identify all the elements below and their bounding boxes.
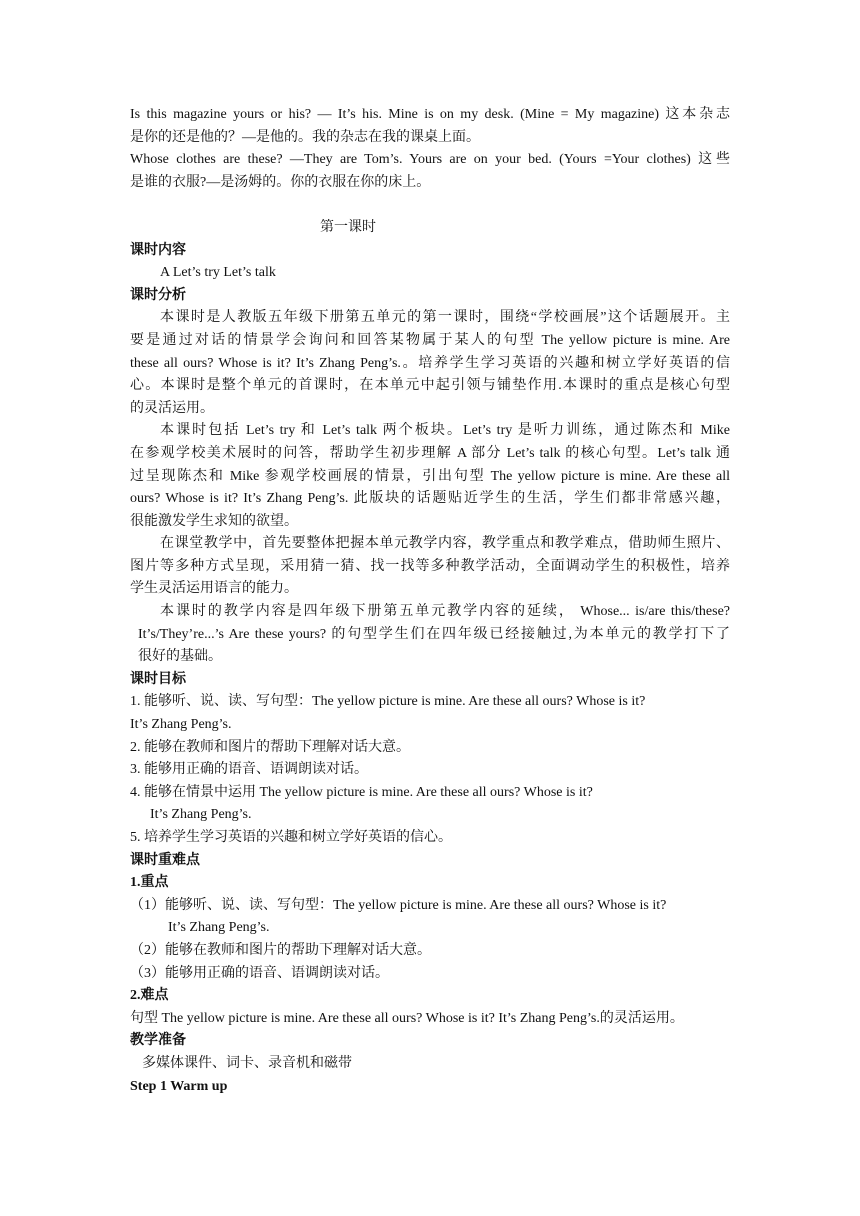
intro-line-1: Is this magazine yours or his? — It’s his. Mine is on my desk. (Mine = My magazine) 这本杂志 (130, 107, 730, 122)
analysis-line: 在参观学校美术展时的问答，帮助学生初步理解 A 部分 Let’s talk 的核心句型。Let’s talk 通 (130, 445, 730, 461)
keypoints-heading: 课时重难点 (130, 852, 200, 868)
analysis-line: these all ours? Whose is it? It’s Zhang Peng’s.。培养学生学习英语的兴趣和树立学好英语的信 (130, 355, 730, 371)
goals-heading: 课时目标 (130, 671, 186, 687)
analysis-line: ours? Whose is it? It’s Zhang Peng’s. 此版块的话题贴近学生的生活，学生们都非常感兴趣， (130, 491, 730, 507)
goal-item: It’s Zhang Peng’s. (130, 717, 232, 733)
difficult-heading: 2.难点 (130, 988, 169, 1004)
goal-item: 1. 能够听、说、读、写句型：The yellow picture is mine. Are these all ours? Whose is it? (130, 694, 646, 710)
goal-item: It’s Zhang Peng’s. (150, 807, 252, 823)
prep-line: 多媒体课件、词卡、录音机和磁带 (142, 1055, 352, 1071)
analysis-line: 要是通过对话的情景学会询问和回答某物属于某人的句型 The yellow picture is mine. Are (130, 332, 730, 348)
analysis-line: 过呈现陈杰和 Mike 参观学校画展的情景，引出句型 The yellow picture is mine. Are these all (130, 468, 730, 484)
goal-item: 4. 能够在情景中运用 The yellow picture is mine. Are these all ours? Whose is it? (130, 784, 593, 800)
goal-item: 5. 培养学生学习英语的兴趣和树立学好英语的信心。 (130, 830, 452, 845)
key-item: （2）能够在教师和图片的帮助下理解对话大意。 (130, 942, 431, 958)
key-item: （1）能够听、说、读、写句型：The yellow picture is mine. Are these all ours? Whose is it? (130, 897, 667, 913)
blank-line (130, 194, 730, 217)
content-heading: 课时内容 (130, 242, 186, 258)
intro-line-2: 是你的还是他的？—是他的。我的杂志在我的课桌上面。 (130, 129, 480, 145)
goal-item: 3. 能够用正确的语音、语调朗读对话。 (130, 762, 368, 778)
step-heading: Step 1 Warm up (130, 1078, 228, 1094)
content-line: A Let’s try Let’s talk (160, 265, 276, 281)
prep-heading: 教学准备 (130, 1033, 186, 1049)
analysis-line: 本课时的教学内容是四年级下册第五单元教学内容的延续， Whose... is/are this/these? (160, 604, 730, 620)
analysis-line: 本课时包括 Let’s try 和 Let’s talk 两个板块。Let’s try 是听力训练，通过陈杰和 Mike (160, 423, 730, 439)
intro-line-4: 是谁的衣服?—是汤姆的。你的衣服在你的床上。 (130, 174, 431, 190)
key-heading: 1.重点 (130, 875, 169, 891)
analysis-line: 的灵活运用。 (130, 400, 214, 416)
intro-line-3: Whose clothes are these? —They are Tom’s. Yours are on your bed. (Yours =Your clothes) 这些 (130, 152, 730, 168)
difficult-line: 句型 The yellow picture is mine. Are these all ours? Whose is it? It’s Zhang Peng’s.的灵活运用。 (130, 1010, 684, 1026)
analysis-line: It’s/They’re...’s Are these yours? 的句型学生们在四年级已经接触过,为本单元的教学打下了 (138, 626, 730, 642)
key-item: （3）能够用正确的语音、语调朗读对话。 (130, 965, 389, 981)
lesson-title: 第一课时 (320, 219, 376, 235)
analysis-heading: 课时分析 (130, 287, 186, 303)
goal-item: 2. 能够在教师和图片的帮助下理解对话大意。 (130, 739, 410, 755)
analysis-line: 在课堂教学中，首先要整体把握本单元教学内容，教学重点和教学难点，借助师生照片、 (160, 536, 730, 552)
key-item: It’s Zhang Peng’s. (168, 920, 270, 936)
analysis-line: 很能激发学生求知的欲望。 (130, 513, 298, 529)
analysis-line: 图片等多种方式呈现，采用猜一猜、找一找等多种教学活动，全面调动学生的积极性，培养 (130, 558, 730, 574)
analysis-line: 本课时是人教版五年级下册第五单元的第一课时，围绕“学校画展”这个话题展开。主 (160, 310, 730, 326)
document-body (130, 104, 730, 1098)
analysis-line: 心。本课时是整个单元的首课时，在本单元中起引领与铺垫作用.本课时的重点是核心句型 (130, 378, 730, 394)
analysis-line: 学生灵活运用语言的能力。 (130, 581, 298, 597)
analysis-line: 很好的基础。 (138, 649, 222, 665)
